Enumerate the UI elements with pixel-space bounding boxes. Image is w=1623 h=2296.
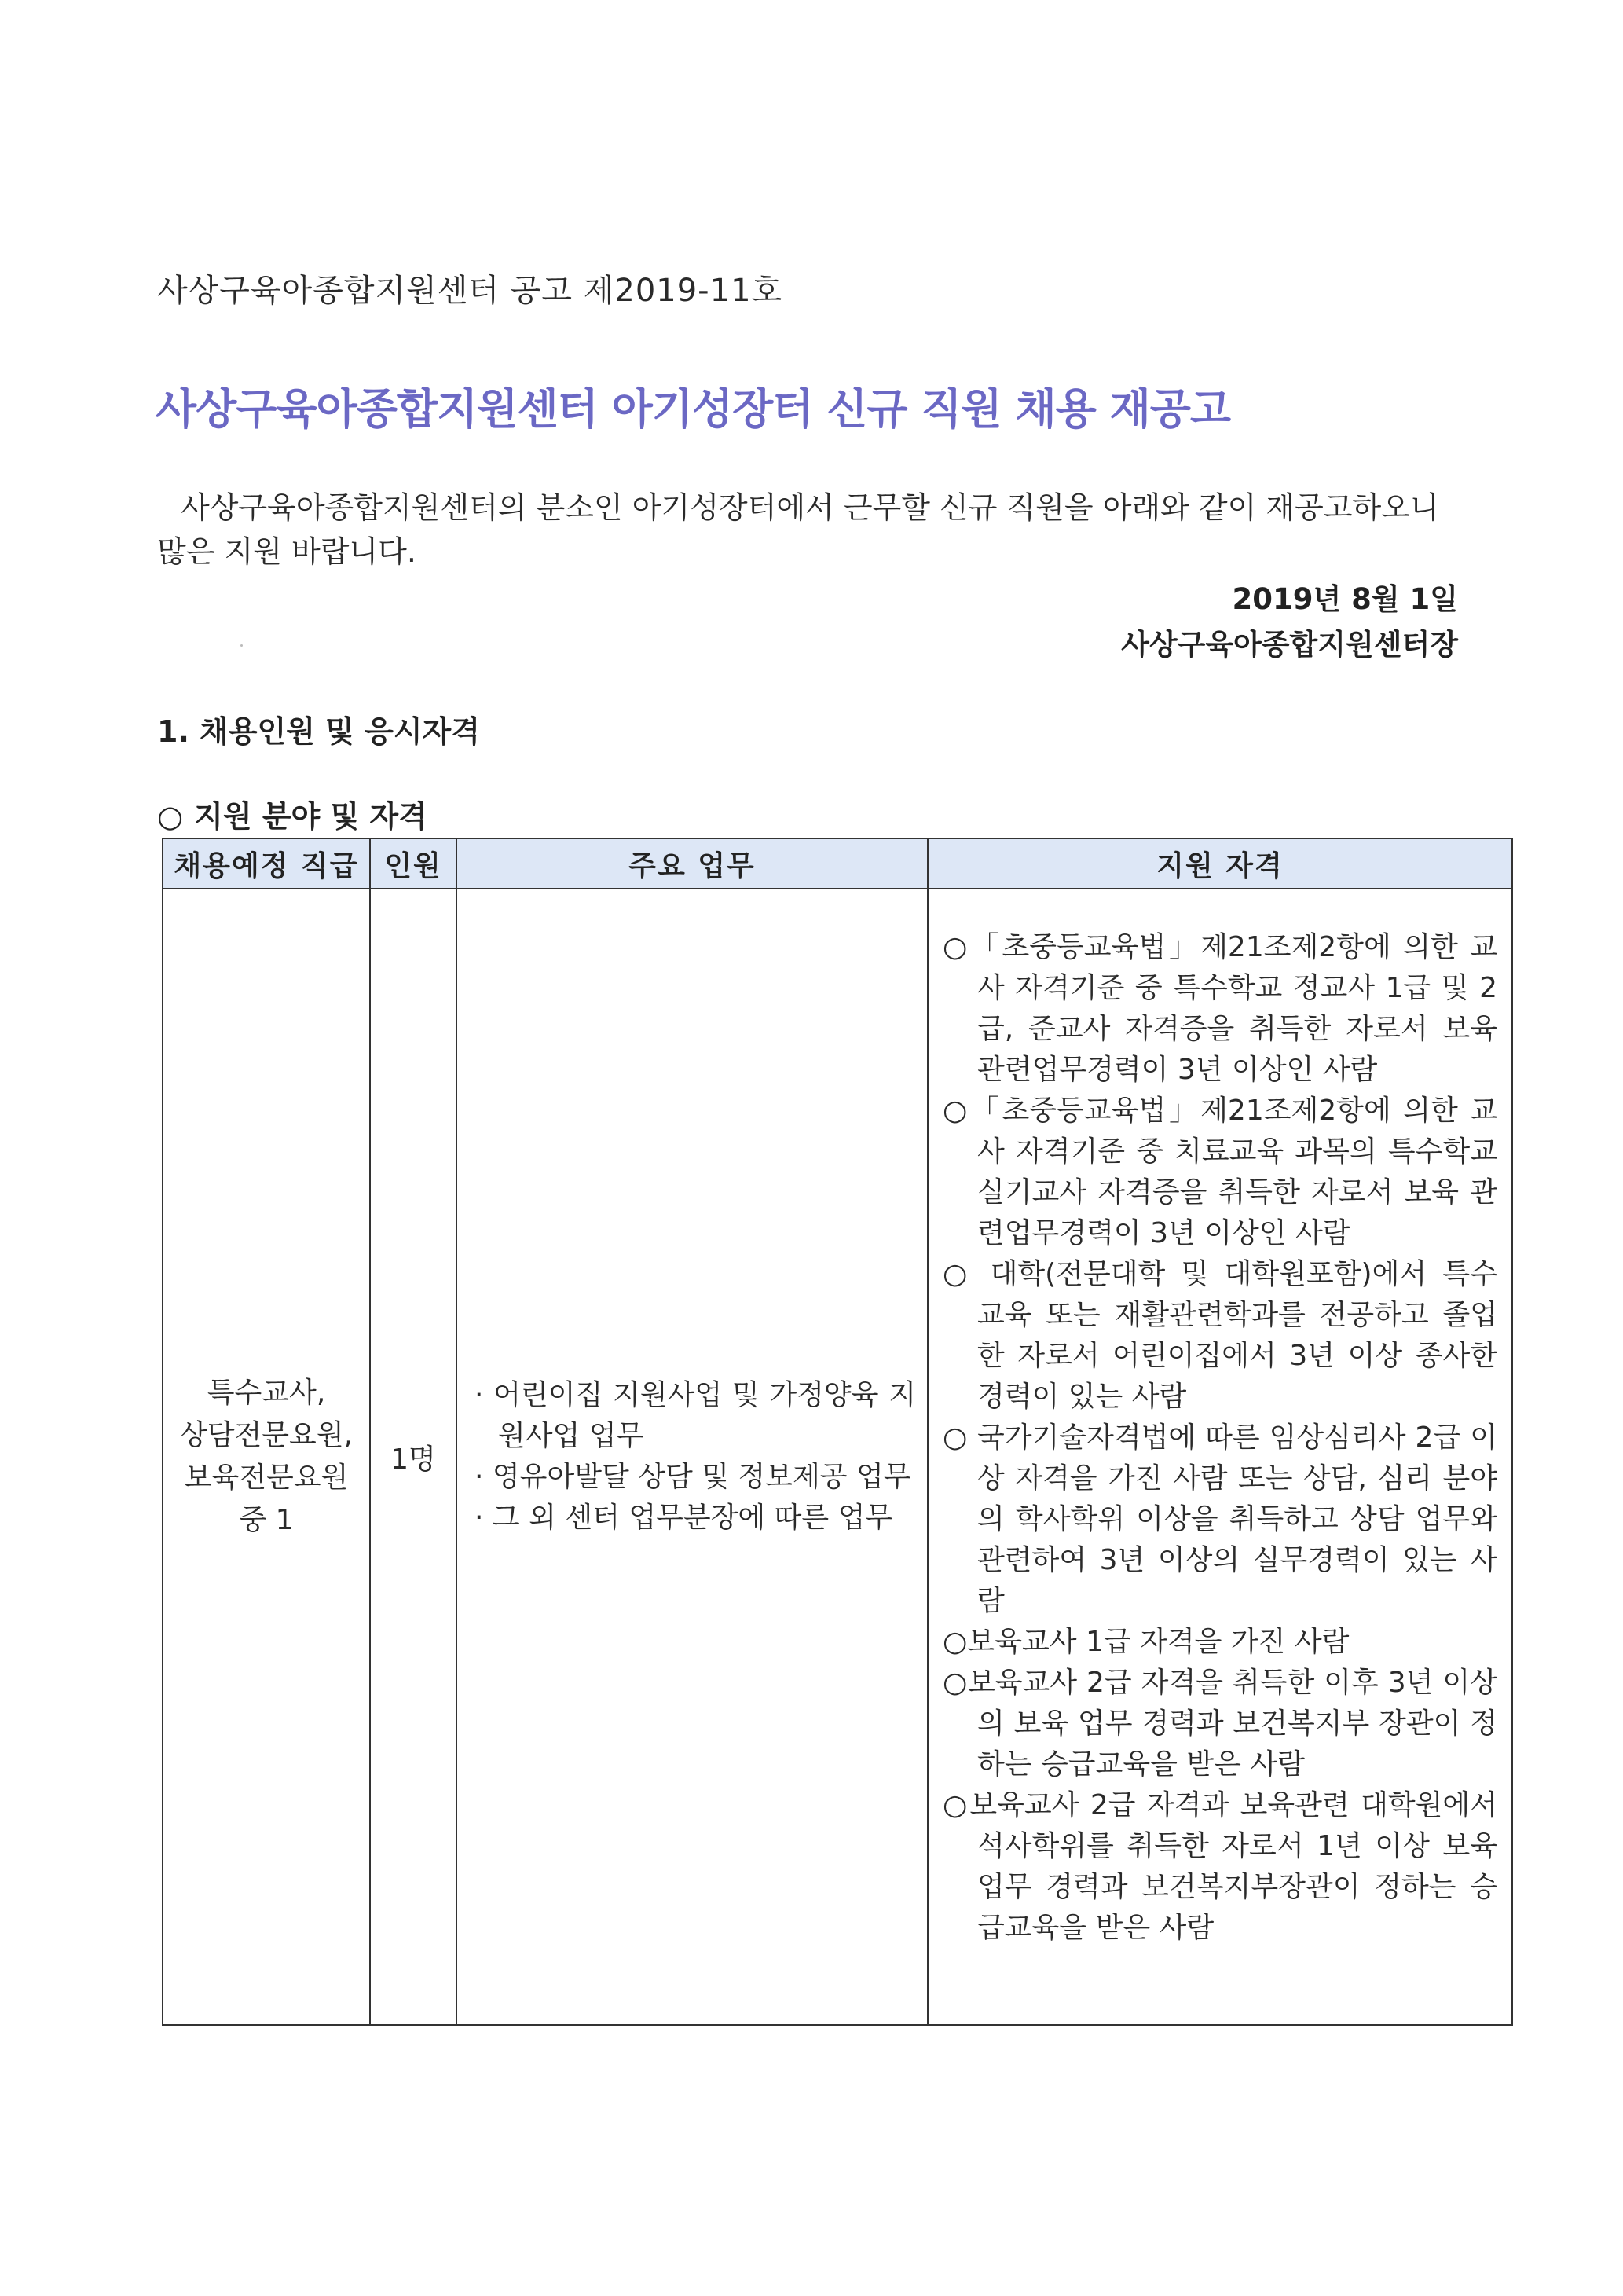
header-position: 채용예정 직급 bbox=[163, 838, 370, 889]
duties-cell bbox=[456, 889, 928, 2025]
qualification-item: ○「초중등교육법」제21조제2항에 의한 교사 자격기준 중 특수학교 정교사 1급 및 2급, 준교사 자격증을 취득한 자로서 보육 관련업무경력이 3년 이상인 사람 bbox=[943, 931, 1497, 1086]
qualification-item: ○「초중등교육법」제21조제2항에 의한 교사 자격기준 중 치료교육 과목의 특수학교 실기교사 자격증을 취득한 자로서 보육 관련업무경력이 3년 이상인 사람 bbox=[943, 1095, 1497, 1249]
qualifications-cell bbox=[928, 889, 1512, 2025]
document-title: 사상구육아종합지원센터 아기성장터 신규 직원 채용 재공고 bbox=[156, 384, 1231, 434]
circle-bullet-icon: ○ bbox=[157, 799, 184, 834]
header-count: 인원 bbox=[370, 838, 456, 889]
subsection-heading bbox=[157, 792, 427, 835]
issuer-name: 사상구육아종합지원센터장 bbox=[1121, 628, 1458, 662]
header-duties: 주요 업무 bbox=[456, 838, 928, 889]
intro-paragraph bbox=[157, 486, 1445, 574]
position-cell bbox=[163, 889, 370, 2025]
table-row bbox=[163, 889, 1512, 2025]
count-cell: 1명 bbox=[370, 889, 456, 2025]
qualification-item: ○보육교사 2급 자격과 보육관련 대학원에서 석사학위를 취득한 자로서 1년 이상 보육업무 경력과 보건복지부장관이 정하는 승급교육을 받은 사람 bbox=[943, 1789, 1497, 1944]
duty-item: · 그 외 센터 업무분장에 따른 업무 bbox=[474, 1502, 893, 1534]
position-line: 중 1 bbox=[239, 1504, 294, 1536]
qualification-item: ○ 국가기술자격법에 따른 임상심리사 2급 이상 자격을 가진 사람 또는 상담, 심리 분야의 학사학위 이상을 취득하고 상담 업무와 관련하여 3년 이상의 실무경력이 있는 사람 bbox=[943, 1421, 1497, 1617]
notice-number: 사상구육아종합지원센터 공고 제2019-11호 bbox=[157, 273, 783, 309]
qualification-item: ○ 대학(전문대학 및 대학원포함)에서 특수 교육 또는 재활관련학과를 전공하고 졸업한 자로서 어린이집에서 3년 이상 종사한 경력이 있는 사람 bbox=[943, 1258, 1497, 1413]
table-header-row bbox=[163, 838, 1512, 889]
scan-speck bbox=[240, 644, 243, 647]
header-qualifications: 지원 자격 bbox=[928, 838, 1512, 889]
duty-item: · 영유아발달 상담 및 정보제공 업무 bbox=[474, 1461, 911, 1493]
position-line: 보육전문요원 bbox=[184, 1462, 349, 1494]
position-line: 상담전문요원, bbox=[179, 1419, 354, 1451]
qualification-item: ○보육교사 2급 자격을 취득한 이후 3년 이상의 보육 업무 경력과 보건복지부 장관이 정하는 승급교육을 받은 사람 bbox=[943, 1667, 1497, 1781]
intro-line-1: 사상구육아종합지원센터의 분소인 아기성장터에서 근무할 신규 직원을 아래와 같이 재공고하오니 bbox=[181, 490, 1439, 525]
qualification-item: ○보육교사 1급 자격을 가진 사람 bbox=[943, 1626, 1350, 1658]
notice-date: 2019년 8월 1일 bbox=[1232, 582, 1458, 616]
position-line: 특수교사, bbox=[207, 1377, 326, 1409]
subsection-heading-text: 지원 분야 및 자격 bbox=[194, 799, 427, 834]
section-heading: 1. 채용인원 및 응시자격 bbox=[157, 714, 480, 749]
recruitment-table bbox=[162, 838, 1513, 2026]
intro-line-2: 많은 지원 바랍니다. bbox=[157, 534, 416, 569]
duty-item: · 어린이집 지원사업 및 가정양육 지원사업 업무 bbox=[474, 1379, 916, 1452]
